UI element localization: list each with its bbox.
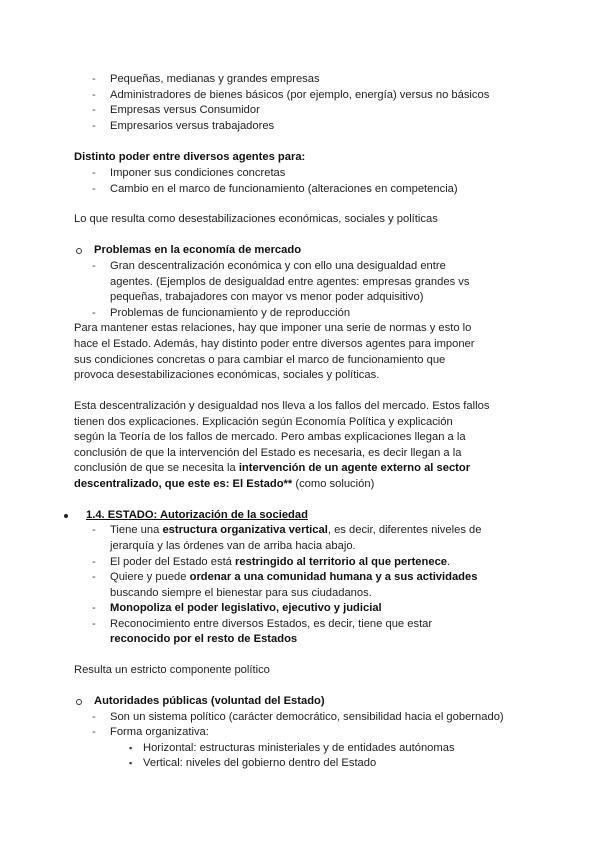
circle-bullet-icon xyxy=(76,248,82,254)
list-item: Problemas de funcionamiento y de reproducción xyxy=(110,307,351,319)
list-item: Reconocimiento entre diversos Estados, es decir, tiene que estar xyxy=(110,618,433,630)
circle-bullet-icon xyxy=(76,699,82,705)
dash-bullet: - xyxy=(92,73,96,85)
dash-bullet: - xyxy=(92,711,96,723)
paragraph-line: sus condiciones concretas o para cambiar el marco de funcionamiento que xyxy=(74,354,446,366)
section-heading: 1.4. ESTADO: Autorización de la sociedad xyxy=(86,509,308,521)
dash-bullet: - xyxy=(92,571,96,583)
list-item-continuation: jerarquía y las órdenes van de arriba hacia abajo. xyxy=(110,540,356,552)
dash-bullet: - xyxy=(92,120,96,132)
sub-list-item: Vertical: niveles del gobierno dentro del Estado xyxy=(143,757,377,769)
list-item: Administradores de bienes básicos (por ejemplo, energía) versus no básicos xyxy=(110,89,490,101)
poder-heading: Distinto poder entre diversos agentes para: xyxy=(74,151,306,163)
dash-bullet: - xyxy=(92,524,96,536)
list-item xyxy=(110,523,481,539)
list-item: Forma organizativa: xyxy=(110,726,209,738)
list-item: Monopoliza el poder legislativo, ejecutivo y judicial xyxy=(110,602,382,614)
paragraph-line: conclusión de que la intervención del Estado es necesaria, es decir llegan a la xyxy=(74,447,462,459)
bold-run: descentralizado, que este es: El Estado** xyxy=(74,478,293,490)
square-bullet-icon: ▪ xyxy=(129,758,133,768)
list-item: Cambio en el marco de funcionamiento (alteraciones en competencia) xyxy=(110,183,458,195)
sub-list-item: Horizontal: estructuras ministeriales y de entidades autónomas xyxy=(143,742,455,754)
dash-bullet: - xyxy=(92,104,96,116)
list-item: Empresarios versus trabajadores xyxy=(110,120,275,132)
bold-run: estructura organizativa vertical xyxy=(162,524,328,536)
dash-bullet: - xyxy=(92,167,96,179)
paragraph-line: tienen dos explicaciones. Explicación según Economía Política y explicación xyxy=(74,416,453,428)
problemas-heading: Problemas en la economía de mercado xyxy=(94,244,302,256)
paragraph-line xyxy=(74,461,470,477)
text-run: El poder del Estado está xyxy=(110,556,236,568)
list-item-continuation: pequeñas, trabajadores con mayor vs menor poder adquisitivo) xyxy=(110,291,424,303)
paragraph-line: hace el Estado. Además, hay distinto poder entre diversos agentes para imponer xyxy=(74,338,475,350)
text-run: Quiere y puede xyxy=(110,571,190,583)
dash-bullet: - xyxy=(92,602,96,614)
paragraph: Lo que resulta como desestabilizaciones económicas, sociales y políticas xyxy=(74,213,438,225)
list-item-continuation: agentes. (Ejemplos de desigualdad entre agentes: empresas grandes vs xyxy=(110,276,470,288)
autoridades-heading: Autoridades públicas (voluntad del Estado) xyxy=(94,695,325,707)
paragraph-line: Para mantener estas relaciones, hay que imponer una serie de normas y esto lo xyxy=(74,322,472,334)
bullet-dot-icon xyxy=(64,514,68,518)
bold-run: restringido al territorio al que pertenece xyxy=(235,556,448,568)
list-item: Pequeñas, medianas y grandes empresas xyxy=(110,73,320,85)
list-item-continuation: buscando siempre el bienestar para sus ciudadanos. xyxy=(110,587,372,599)
list-item xyxy=(110,570,477,586)
list-item: Son un sistema político (carácter democrático, sensibilidad hacia el gobernado) xyxy=(110,711,504,723)
dash-bullet: - xyxy=(92,260,96,272)
text-run: , es decir, diferentes niveles de xyxy=(327,524,482,536)
list-item xyxy=(110,555,450,571)
list-item: Empresas versus Consumidor xyxy=(110,104,260,116)
bold-run: ordenar a una comunidad humana y a sus actividades xyxy=(189,571,478,583)
paragraph-line: según la Teoría de los fallos de mercado. Pero ambas explicaciones llegan a la xyxy=(74,431,466,443)
bold-run: intervención de un agente externo al sector xyxy=(238,462,471,474)
paragraph: Resulta un estricto componente político xyxy=(74,664,270,676)
paragraph-line xyxy=(74,477,374,493)
paragraph-line: provoca desestabilizaciones económicas, sociales y políticas. xyxy=(74,369,380,381)
paragraph-line: Esta descentralización y desigualdad nos lleva a los fallos del mercado. Estos fallos xyxy=(74,400,490,412)
text-run: (como solución) xyxy=(292,478,375,490)
text-run: Tiene una xyxy=(110,524,163,536)
dash-bullet: - xyxy=(92,618,96,630)
dash-bullet: - xyxy=(92,183,96,195)
list-item: Imponer sus condiciones concretas xyxy=(110,167,286,179)
dash-bullet: - xyxy=(92,307,96,319)
list-item: Gran descentralización económica y con ello una desigualdad entre xyxy=(110,260,446,272)
text-run: conclusión de que se necesita la xyxy=(74,462,239,474)
dash-bullet: - xyxy=(92,556,96,568)
square-bullet-icon: ▪ xyxy=(129,743,133,753)
dash-bullet: - xyxy=(92,726,96,738)
text-run: . xyxy=(447,556,451,568)
list-item-continuation: reconocido por el resto de Estados xyxy=(110,633,298,645)
dash-bullet: - xyxy=(92,89,96,101)
